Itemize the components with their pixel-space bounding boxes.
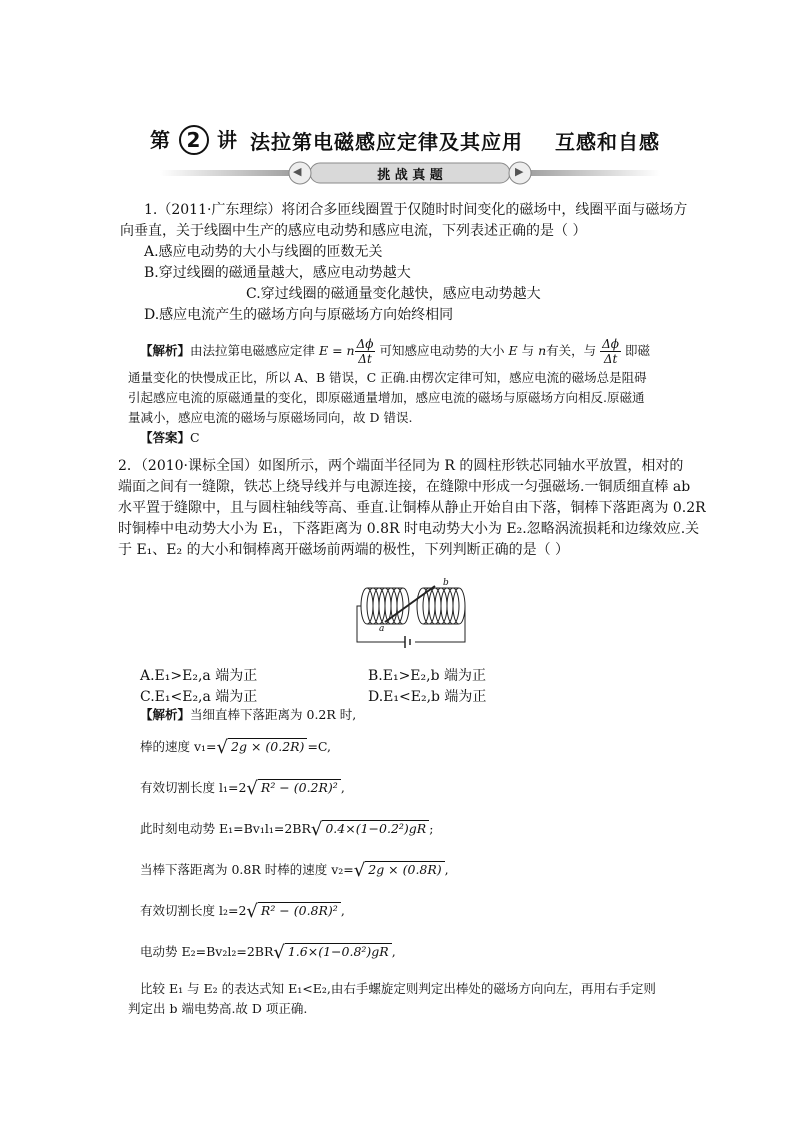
banner-label: 挑 战 真 题 [377, 168, 443, 183]
q2-s2-tail: , [340, 780, 345, 795]
q2-conclusion-line1: 比较 E₁ 与 E₂ 的表达式知 E₁<E₂,由右手螺旋定则判定出棒处的磁场方向向左，再用右手定则 [140, 981, 656, 996]
q2-stem-line1: 2．（2010·课标全国）如图所示，两个端面半径同为 R 的圆柱形铁芯同轴水平放置，相对的 [118, 458, 684, 474]
lecture-prefix: 第 [150, 128, 171, 152]
q1-frac-den: Δt [358, 352, 372, 366]
q1-answer [140, 428, 700, 448]
q2-s6-text: 电动势 E₂=Bv₂l₂=2BR [140, 944, 274, 959]
q2-s3-rad: 0.4×(1−0.2²)gR [322, 820, 429, 837]
q2-analysis-label: 【解析】 [140, 707, 191, 722]
sqrt-icon: √ [273, 942, 285, 963]
q2-s3-text: 此时刻电动势 E₁=Bv₁l₁=2BR [140, 821, 311, 836]
q1-frac2-num: Δϕ [602, 337, 619, 351]
lecture-badge [150, 124, 238, 155]
lecture-subtitle: 互感和自感 [555, 130, 660, 154]
q2-s4-text: 当棒下落距离为 0.8R 时棒的速度 v₂= [140, 862, 354, 877]
q1-answer-label: 【答案】 [140, 430, 191, 445]
q1-analysis-line2: 通量变化的快慢成正比，所以 A、B 错误，C 正确.由楞次定律可知，感应电流的磁场总是阻碍 [128, 370, 647, 385]
q1-option-b: B.穿过线圈的磁通量越大，感应电动势越大 [144, 265, 411, 281]
q1-option-d: D.感应电流产生的磁场方向与原磁场方向始终相同 [144, 307, 454, 323]
q1-var-n: n [538, 343, 547, 358]
q2-s5-tail: , [340, 903, 345, 918]
q2-option-a: A.E₁>E₂,a 端为正 [140, 668, 258, 684]
sqrt-icon: √ [216, 737, 229, 758]
q2-s5-text: 有效切割长度 l₂=2 [140, 903, 247, 918]
sqrt-icon: √ [246, 901, 258, 922]
q2-step-4 [140, 860, 700, 881]
q1-formula-lhs: E = n [319, 343, 355, 358]
q2-s6-rad: 1.6×(1−0.8²)gR [285, 943, 392, 960]
q2-stem-line5: 于 E₁、E₂ 的大小和铜棒离开磁场前两端的极性，下列判断正确的是（ ） [118, 542, 570, 558]
q2-option-b: B.E₁>E₂,b 端为正 [368, 668, 486, 684]
sqrt-icon: √ [310, 819, 323, 840]
section-banner [160, 160, 660, 186]
q2-analysis [128, 705, 700, 1019]
coil-diagram [355, 578, 470, 650]
q1-analysis-p1: 由法拉第电磁感应定律 [190, 343, 316, 358]
q2-s4-rad: 2g × (0.8R) [365, 861, 444, 878]
q1-stem-line1: 1.（2011·广东理综）将闭合多匝线圈置于仅随时时间变化的磁场中，线圈平面与磁场方 [144, 202, 688, 218]
fig-label-a: a [379, 624, 385, 634]
arrow-right-icon: ▶ [515, 165, 524, 178]
q1-var-e: E [508, 343, 518, 358]
q2-analysis-intro-line [140, 705, 700, 725]
q2-stem-line2: 端面之间有一缝隙，铁芯上绕导线并与电源连接，在缝隙中形成一匀强磁场.一铜质细直棒 ab [118, 479, 691, 495]
q2-s2-text: 有效切割长度 l₁=2 [140, 780, 247, 795]
fig-label-b: b [443, 578, 449, 588]
question-1 [120, 200, 700, 326]
q2-step-2 [140, 778, 700, 799]
q1-stem-line2: 向垂直，关于线圈中生产的感应电动势和感应电流，下列表述正确的是（ ） [120, 223, 587, 239]
q1-fraction-2 [600, 337, 621, 366]
q2-step-6 [140, 942, 700, 963]
q1-analysis-line3: 引起感应电流的原磁通量的变化，即原磁通量增加，感应电流的磁场与原磁场方向相反.原磁通 [128, 390, 645, 405]
q1-frac-num: Δϕ [356, 337, 374, 351]
q2-step-1 [140, 737, 700, 758]
sqrt-icon: √ [353, 860, 366, 881]
q2-s2-rad: R² − (0.2R)² [258, 779, 341, 796]
q2-s4-tail: , [444, 862, 449, 877]
q2-s1-text: 棒的速度 v₁= [140, 739, 217, 754]
q1-analysis-line4: 量减小，感应电流的磁场与原磁场同向，故 D 错误. [128, 410, 413, 425]
q1-analysis-label: 【解析】 [140, 343, 191, 358]
q2-step-5 [140, 901, 700, 922]
q1-option-a: A.感应电动势的大小与线圈的匝数无关 [144, 244, 383, 260]
lecture-header [150, 118, 670, 158]
q1-analysis-p2: 可知感应电动势的大小 [379, 343, 505, 358]
q1-fraction [355, 337, 376, 366]
q2-conclusion-line2: 判定出 b 端电势高.故 D 项正确. [128, 1001, 308, 1016]
lecture-number: 2 [179, 125, 209, 155]
q1-analysis-line1 [140, 334, 700, 368]
q2-s1-rad: 2g × (0.2R) [228, 738, 307, 755]
lecture-title: 法拉第电磁感应定律及其应用 [250, 130, 523, 154]
q2-option-c: C.E₁<E₂,a 端为正 [140, 689, 258, 705]
sqrt-icon: √ [246, 778, 258, 799]
q2-s6-tail: , [391, 944, 396, 959]
q1-answer-value: C [190, 430, 200, 445]
q1-option-c: C.穿过线圈的磁通量变化越快，感应电动势越大 [246, 286, 541, 302]
arrow-left-icon: ◀ [293, 165, 302, 178]
q2-figure [355, 578, 470, 650]
q2-options [140, 666, 700, 710]
q2-option-d: D.E₁<E₂,b 端为正 [368, 689, 487, 705]
q2-s5-rad: R² − (0.8R)² [258, 902, 341, 919]
q1-frac2-den: Δt [603, 352, 618, 366]
q1-analysis-p5: 即磁 [624, 343, 650, 358]
q2-stem-line4: 时铜棒中电动势大小为 E₁，下落距离为 0.8R 时电动势大小为 E₂.忽略涡流损耗和边缘效应.关 [118, 521, 700, 537]
q1-analysis [128, 334, 700, 448]
q2-stem-line3: 水平置于缝隙中，且与圆柱轴线等高、垂直.让铜棒从静止开始自由下落，铜棒下落距离为 0.2R [118, 500, 706, 516]
q1-analysis-p3: 与 [521, 343, 535, 358]
q2-s3-tail: ; [429, 821, 434, 836]
q2-s1-tail: =C, [307, 739, 332, 754]
question-2 [118, 456, 708, 561]
q2-step-3 [140, 819, 700, 840]
lecture-suffix: 讲 [216, 128, 238, 152]
q1-analysis-p4: 有关，与 [546, 343, 597, 358]
q2-analysis-intro: 当细直棒下落距离为 0.2R 时, [190, 707, 357, 722]
